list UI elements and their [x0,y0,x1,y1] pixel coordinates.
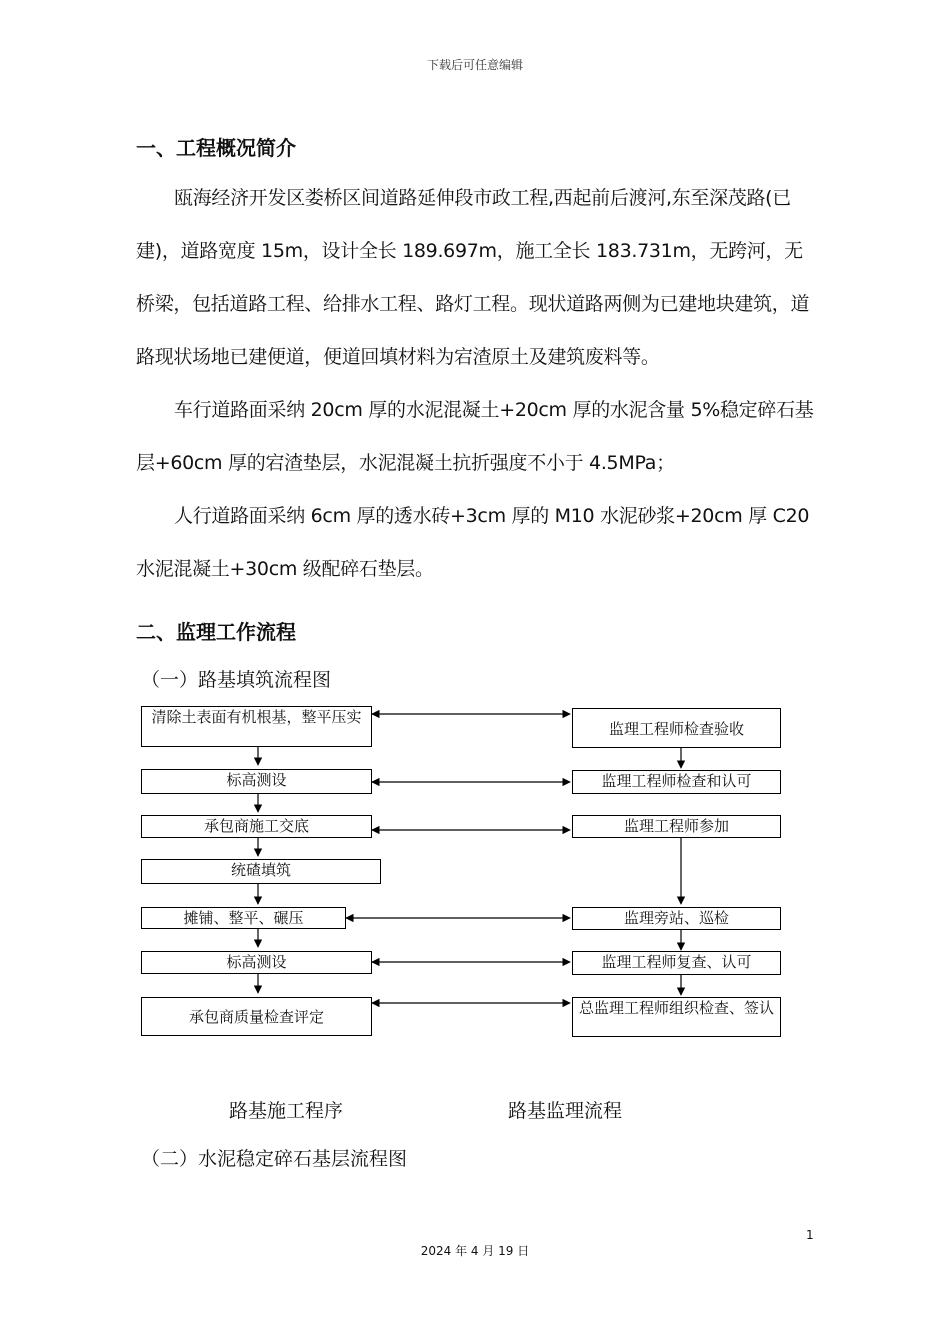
flow-step-elevation-survey: 标高测设 [141,769,372,794]
caption-construction-procedure: 路基施工程序 [229,1100,344,1122]
flow-step-supervisor-patrol: 监理旁站、巡检 [572,907,781,930]
flow-step-supervisor-approve: 监理工程师检查和认可 [572,770,781,794]
flow-step-clear-surface: 清除土表面有机根基，整平压实 [141,706,372,747]
subheading-subgrade-flow: （一）路基填筑流程图 [141,669,332,691]
caption-supervision-flow: 路基监理流程 [508,1100,623,1122]
section-1-title: 一、工程概况简介 [136,136,296,160]
section-2-title: 二、监理工作流程 [136,620,296,644]
paragraph-overview: 瓯海经济开发区娄桥区间道路延伸段市政工程,西起前后渡河,东至深茂路(已建)，道路宽度 15m，设计全长 189.697m，施工全长 183.731m，无跨河，无桥梁，包括道路工程、给排水工程、路灯工程。现状道路两侧为已建地块建筑，道路现状场地已建便道，便道回填材料为宕渣原土及建筑废料等。 [136,187,810,368]
flow-step-supervisor-attend: 监理工程师参加 [572,815,781,838]
flow-step-supervisor-recheck: 监理工程师复查、认可 [572,951,781,975]
flow-step-contractor-briefing: 承包商施工交底 [141,815,372,838]
flow-step-chief-supervisor-signoff: 总监理工程师组织检查、签认 [572,997,781,1037]
page-number: 1 [806,1228,814,1242]
subheading-cement-base-flow: （二）水泥稳定碎石基层流程图 [141,1148,408,1170]
flow-step-elevation-survey-2: 标高测设 [141,951,372,974]
flow-step-supervisor-acceptance: 监理工程师检查验收 [572,708,781,748]
header-note: 下载后可任意编辑 [426,58,523,72]
paragraph-roadway: 车行道路面采纳 20cm 厚的水泥混凝土+20cm 厚的水泥含量 5%稳定碎石基层+60cm 厚的宕渣垫层，水泥混凝土抗折强度不小于 4.5MPa； [136,399,814,474]
flow-step-contractor-qc: 承包商质量检查评定 [141,997,372,1036]
paragraph-sidewalk: 人行道路面采纳 6cm 厚的透水砖+3cm 厚的 M10 水泥砂浆+20cm 厚 C20 水泥混凝土+30cm 级配碎石垫层。 [136,505,810,580]
flow-step-ballast-fill: 统碴填筑 [141,859,381,884]
flow-step-spread-compact: 摊铺、整平、碾压 [141,907,346,929]
footer-date: 2024 年 4 月 19 日 [420,1244,530,1258]
